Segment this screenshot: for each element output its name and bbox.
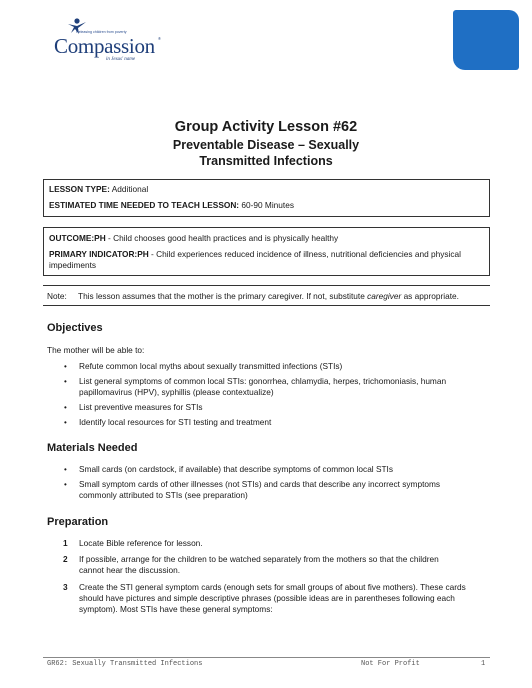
note-divider-bottom [43,305,490,306]
outcome-value: - Child chooses good health practices and is physically healthy [108,233,339,243]
materials-heading: Materials Needed [47,442,138,454]
objective-item: Refute common local myths about sexually transmitted infections (STIs) [79,361,343,371]
corner-blue-block [453,10,519,70]
objective-item: List general symptoms of common local STIs: gonorrhea, chlamydia, herpes, trichomoniasis, human [79,376,447,386]
note-text [78,291,459,301]
step-text-continued: should have pictures and simple descriptive phrases (possible ideas are in parentheses following each [79,593,455,603]
lesson-time-row [49,200,484,211]
lesson-type-label: LESSON TYPE: [49,184,110,194]
outcome-box [43,227,490,276]
note-text-end: as appropriate. [401,291,459,301]
step-text: Locate Bible reference for lesson. [79,538,203,548]
indicator-label: PRIMARY INDICATOR:PH [49,249,149,259]
step-number: 1 [63,538,68,548]
lesson-title: Group Activity Lesson #62 [174,119,358,135]
step-text-continued: symptom). Most STIs have these general symptoms: [79,604,273,614]
logo-registered-mark: ® [158,36,161,41]
lesson-type-value: Additional [111,184,149,194]
lesson-subtitle-line-2: Transmitted Infections [199,154,333,168]
bullet-icon: • [64,403,67,412]
outcome-label: OUTCOME:PH [49,233,106,243]
footer-center: Not For Profit [361,660,420,668]
lesson-type-row [49,184,484,195]
logo-name: Compassion [54,34,155,58]
footer-divider [43,657,490,658]
note-label: Note: [47,291,67,301]
step-number: 2 [63,554,68,564]
bullet-icon: • [64,465,67,474]
note-divider-top [43,285,490,286]
indicator-value-line-2: impediments [49,260,97,270]
page-number: 1 [481,660,486,668]
step-text-continued: cannot hear the discussion. [79,565,181,575]
note-text-italic: caregiver [367,291,402,301]
indicator-value-line-1: - Child experiences reduced incidence of illness, nutritional deficiencies and physical [151,249,461,259]
bullet-icon: • [64,418,67,427]
outcome-row [49,233,484,244]
bullet-icon: • [64,377,67,386]
objectives-intro: The mother will be able to: [47,345,145,355]
lesson-info-box [43,179,490,217]
objectives-heading: Objectives [47,322,103,334]
objective-item-continued: papillomavirus (HPV), syphillis (please contextualize) [79,387,274,397]
material-item: Small symptom cards of other illnesses (not STIs) and cards that describe any incorrect symptoms [79,479,441,489]
lesson-time-label: ESTIMATED TIME NEEDED TO TEACH LESSON: [49,200,240,210]
bullet-icon: • [64,480,67,489]
logo-subtitle: in Jesus' name [106,57,136,62]
objective-item: List preventive measures for STIs [79,402,203,412]
lesson-subtitle [0,137,532,169]
lesson-subtitle-line-1: Preventable Disease – Sexually [172,138,360,152]
preparation-heading: Preparation [47,516,109,528]
note-text-start: This lesson assumes that the mother is the primary caregiver. If not, substitute [78,291,368,301]
compassion-logo [52,18,167,70]
logo-tagline: Releasing children from poverty [76,30,127,34]
step-number: 3 [63,582,68,592]
bullet-icon: • [64,362,67,371]
footer-left: GR62: Sexually Transmitted Infections [47,660,203,668]
step-text: Create the STI general symptom cards (enough sets for small groups of about five mothers). These cards [79,582,466,592]
material-item-continued: commonly attributed to STIs (see preparation) [79,490,248,500]
indicator-row [49,249,484,260]
objective-item: Identify local resources for STI testing and treatment [79,417,272,427]
material-item: Small cards (on cardstock, if available) that describe symptoms of common local STIs [79,464,394,474]
step-text: If possible, arrange for the children to be watched separately from the mothers so that the children [79,554,439,564]
lesson-time-value: 60-90 Minutes [241,200,294,210]
